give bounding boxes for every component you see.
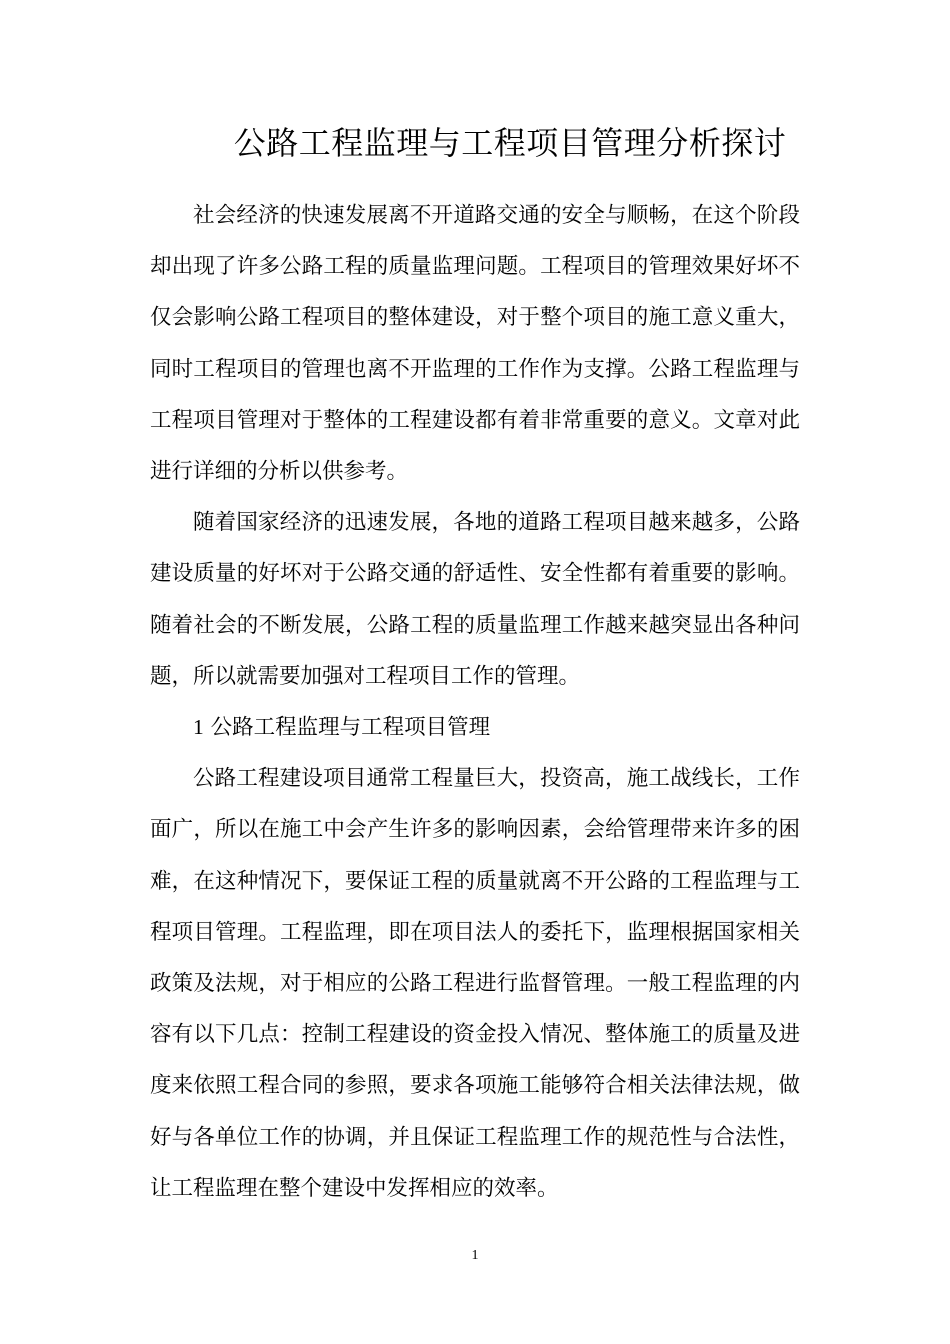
paragraph-background: 随着国家经济的迅速发展，各地的道路工程项目越来越多，公路建设质量的好坏对于公路交通的舒适性、安全性都有着重要的影响。随着社会的不断发展，公路工程的质量监理工作越来越突显出各种问题，所以就需要加强对工程项目工作的管理。 (150, 510, 800, 689)
document-title: 公路工程监理与工程项目管理分析探讨 (233, 124, 787, 162)
page-number: 1 (471, 1248, 479, 1263)
paragraph-intro: 社会经济的快速发展离不开道路交通的安全与顺畅，在这个阶段却出现了许多公路工程的质量监理问题。工程项目的管理效果好坏不仅会影响公路工程项目的整体建设，对于整个项目的施工意义重大，同时工程项目的管理也离不开监理的工作作为支撑。公路工程监理与工程项目管理对于整体的工程建设都有着非常重要的意义。文章对此进行详细的分析以供参考。 (150, 203, 800, 485)
paragraph-section1: 公路工程建设项目通常工程量巨大，投资高，施工战线长，工作面广，所以在施工中会产生许多的影响因素，会给管理带来许多的困难，在这种情况下，要保证工程的质量就离不开公路的工程监理与工程项目管理。工程监理，即在项目法人的委托下，监理根据国家相关政策及法规，对于相应的公路工程进行监督管理。一般工程监理的内容有以下几点：控制工程建设的资金投入情况、整体施工的质量及进度来依照工程合同的参照，要求各项施工能够符合相关法律法规，做好与各单位工作的协调，并且保证工程监理工作的规范性与合法性，让工程监理在整个建设中发挥相应的效率。 (150, 766, 800, 1201)
section-heading (150, 702, 800, 753)
document-body (150, 190, 800, 1214)
section-number: 1 (193, 715, 204, 740)
section-heading-text: 公路工程监理与工程项目管理 (210, 715, 491, 741)
